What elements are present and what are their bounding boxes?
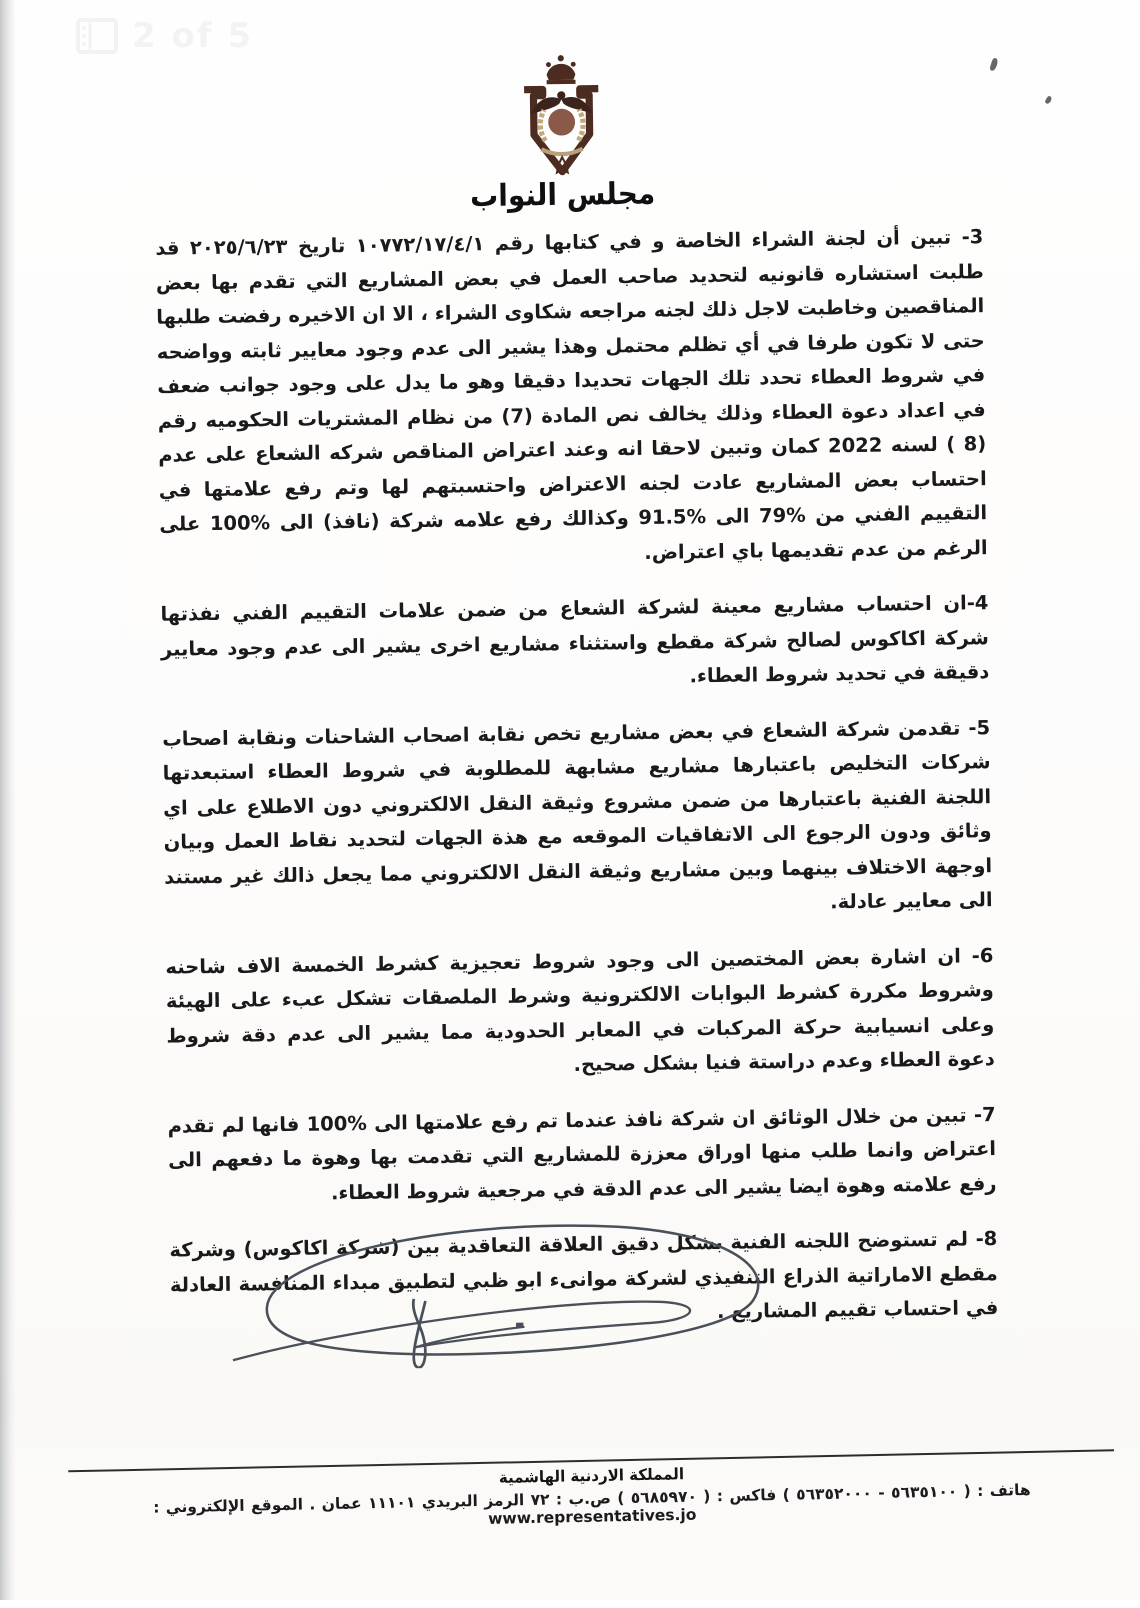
signature [199,1195,807,1371]
viewer-overlay [76,16,253,56]
paragraph-item-6: 6- ان اشارة بعض المختصين الى وجود شروط تعجيزية كشرط الخمسة الاف شاحنه وشروط مكررة كشرط البوابات الالكترونية وشرط الملصقات تشكل عبء على الهيئة وعلى انسيابية حركة المركبات في المعابر الحدودية مما يشير الى عدم دقة شروط دعوة العطاء وعدم دراستة فنيا بشكل صحيح. [165,943,995,1076]
page-thumbnails-icon[interactable] [76,18,118,54]
letter-body [155,220,999,1358]
jordan-coat-of-arms-icon [497,51,627,187]
paragraph-item-7: 7- تبين من خلال الوثائق ان شركة نافذ عندما تم رفع علامتها الى %100 فانها لم تقدم اعتراض وانما طلب منها اوراق معززة للمشاريع التي تقدمت بها وهوة ما دفعهم الى رفع علامته وهوة ايضا يشير الى عدم الدقة في مرجعية شروط العطاء. [167,1102,997,1204]
paragraph-item-8: 8- لم تستوضح اللجنه الفنية بشكل دقيق العلاقة التعاقدية بين (شركة اكاكوس) وشركة مقطع الاماراتية الذراع التنفيذي لشركة موانىء ابو ظبي لتطبيق مبداء المنافسة العادلة في احتساب تقييم المشاريع . [169,1227,999,1324]
assembly-title: مجلس النواب [469,175,656,214]
paragraph-item-3: 3- تبين أن لجنة الشراء الخاصة و في كتابها رقم ١٠٧٧٢/١٧/٤/١ تاريخ ٢٠٢٥/٦/٢٣ قد طلبت استشاره قانونيه لتحديد صاحب العمل في بعض المشاريع التي تقدم بها بعض المناقصين وخاطبت لاجل ذلك لجنه مراجعه شكاوى الشراء ، الا ان الاخيره رفضت طلبها حتى لا تكون طرفا في أي تظلم محتمل وهذا يشير الى عدم وجود معايير ثابته وواضحه في شروط العطاء تحدد تلك الجهات تحديدا دقيقا وهو ما يدل على وجود جوانب ضعف في اعداد دعوة العطاء وذلك يخالف نص المادة (7) من نظام المشتريات الحكوميه رقم (8 ) لسنه 2022 كمان وتبين لاحقا انه وعند اعتراض المناقص شركه الشعاع على عدم احتساب بعض المشاريع عادت لجنه الاعتراض واحتسبتهم لها وتم رفع علامتها في التقييم الفني من %79 الى %91.5 وكذالك رفع علامه شركة (نافذ) الى %100 على الرغم من عدم تقديمها باي اعتراض. [155,225,988,564]
page-indicator: 2 of 5 [132,16,254,56]
letterhead-footer [68,1449,1115,1536]
footer-contact-line: هاتف : ( ٥٦٣٥١٠٠ - ٥٦٣٥٢٠٠٠ ) فاكس : ( ٥٦٨٥٩٧٠ ) ص.ب : ٧٢ الرمز البريدي ١١١٠١ عمان . الموقع الإلكتروني : www.representatives.jo [153,1480,1031,1528]
paragraph-item-4: 4-ان احتساب مشاريع معينة لشركة الشعاع من ضمن علامات التقييم الفني نفذتها شركة اكاكوس لصالح شركة مقطع واستثناء مشاريع اخرى يشير الى عدم وجود معايير دقيقة في تحديد شروط العطاء. [160,591,990,688]
kingdom-calligraphy: المملكة الاردنية الهاشمية [498,1464,685,1488]
paragraph-item-5: 5- تقدمن شركة الشعاع في بعض مشاريع تخص نقابة اصحاب الشاحنات ونقابة اصحاب شركات التخليص باعتبارها مشاريع مشابهة للمطلوبة في شروط العطاء استبعدتها اللجنة الفنية باعتبارها من ضمن مشروع وثيقة النقل الالكتروني دون الاطلاع على اي وثائق ودون الرجوع الى الاتفاقيات الموقعه مع هذة الجهات لتحديد نقاط العمل وبيان اوجهة الاختلاف بينهما وبين مشاريع وثيقة النقل الالكتروني مما يجعل ذالك غير مستند الى معايير عادلة. [162,715,993,914]
